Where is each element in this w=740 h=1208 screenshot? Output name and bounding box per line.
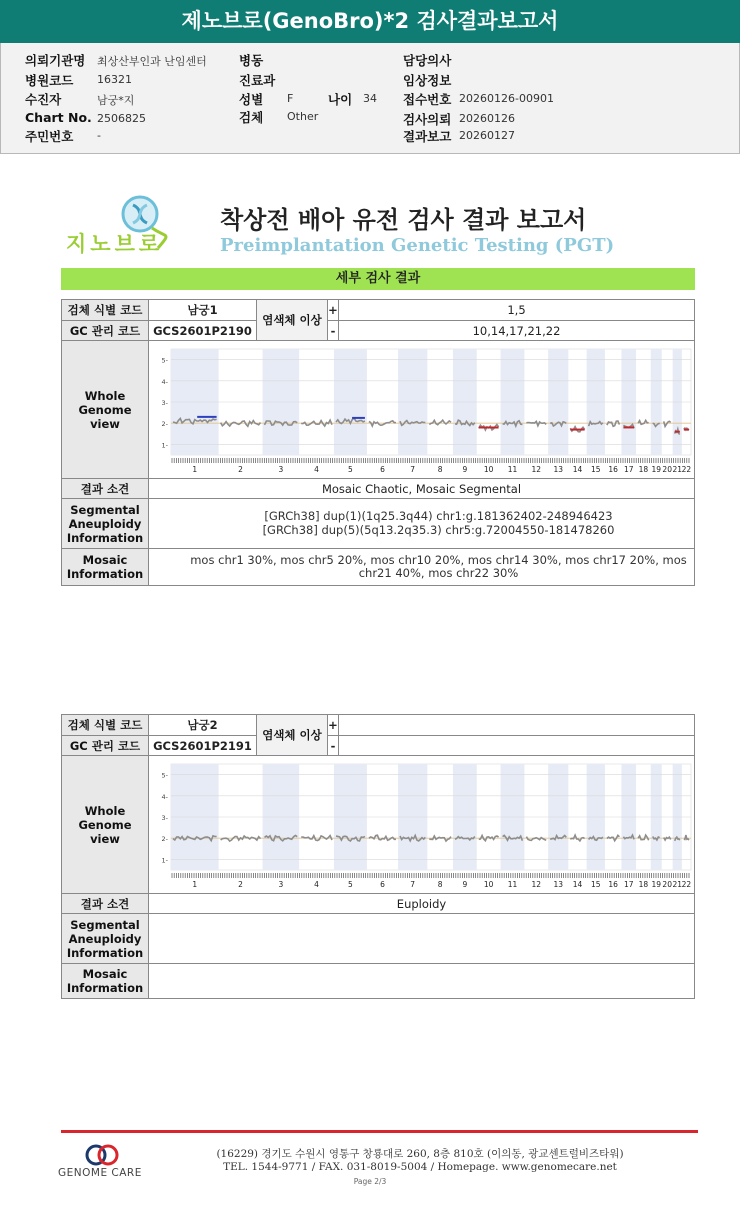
ward-label: 병동 [239,53,264,68]
loss-symbol: - [328,321,339,341]
x-tick-label: 7 [410,465,416,474]
x-tick-label: 20 [662,880,672,889]
report-value: 20260127 [459,129,515,142]
y-tick-label: 5- [161,771,168,780]
x-tick-label: 6 [380,465,385,474]
segmental-label: Segmental Aneuploidy Information [62,499,149,549]
chromosome-abnormality-label: 염색체 이상 [257,300,328,341]
x-tick-label: 18 [638,880,649,889]
x-tick-label: 17 [623,465,634,474]
patient-info-panel [0,43,740,154]
x-tick-label: 14 [572,880,583,889]
whole-genome-view-label: Whole Genome view [62,756,149,894]
x-tick-label: 15 [591,465,601,474]
gain-symbol: + [328,300,339,321]
probe-tick-rug [172,458,689,463]
gc-code-value: GCS2601P2191 [149,736,257,756]
x-tick-label: 4 [314,880,319,889]
x-tick-label: 12 [531,465,542,474]
hospital-code-label: 병원코드 [25,73,74,88]
page-number: Page 2/3 [353,1177,387,1186]
chart-label: Chart No. [25,110,92,125]
result-label: 결과 소견 [62,479,149,499]
x-tick-label: 12 [531,880,542,889]
report-title-english: Preimplantation Genetic Testing (PGT) [220,235,615,256]
gain-chromosomes: 1,5 [339,300,695,321]
sample-id-label: 검체 식별 코드 [62,715,149,736]
report-label: 결과보고 [403,129,452,144]
gain-chromosomes [339,715,695,736]
y-tick-label: 4- [161,377,168,386]
request-value: 20260126 [459,112,515,125]
x-tick-label: 5 [348,880,353,889]
patient-label: 수진자 [25,92,62,107]
x-tick-label: 13 [553,880,564,889]
x-tick-label: 19 [651,465,661,474]
segmental-info-cell [149,914,695,964]
y-tick-label: 2- [161,835,168,844]
x-tick-label: 2 [238,465,243,474]
y-tick-label: 5- [161,356,168,365]
x-tick-label: 16 [608,465,618,474]
institution-value: 최상산부인과 난임센터 [97,55,207,68]
gain-symbol: + [328,715,339,736]
x-tick-label: 22 [681,465,692,474]
segmental-line: [GRCh38] dup(1)(1q25.3q44) chr1:g.181362402-248946423 [264,509,613,523]
sex-label: 성별 [239,92,264,107]
x-tick-label: 2 [238,880,243,889]
specimen-value: Other [287,110,319,123]
whole-genome-view-label: Whole Genome view [62,341,149,479]
x-tick-label: 8 [437,465,443,474]
age-label: 나이 [328,92,353,107]
mosaic-info-value: mos chr1 30%, mos chr5 20%, mos chr10 20%, mos chr14 30%, mos chr17 20%, mos chr21 40%, mos chr22 30% [149,549,695,586]
x-tick-label: 21 [672,465,683,474]
hospital-code-value: 16321 [97,73,132,86]
sex-value: F [287,92,294,105]
y-tick-label: 2- [161,420,168,429]
sample-result-table-1 [61,299,695,586]
y-tick-label: 1- [161,856,168,865]
x-tick-label: 14 [572,465,583,474]
x-tick-label: 15 [591,880,601,889]
gc-code-label: GC 관리 코드 [62,736,149,756]
x-tick-label: 1 [192,465,198,474]
request-label: 검사의뢰 [403,112,452,127]
patient-value: 남궁*지 [97,94,135,107]
receipt-value: 20260126-00901 [459,92,554,105]
resident-label: 주민번호 [25,129,74,144]
x-tick-label: 7 [410,880,416,889]
logo-text: 지노브로 [66,232,164,256]
loss-symbol: - [328,736,339,756]
footer-divider [61,1130,698,1133]
x-tick-label: 1 [192,880,198,889]
x-tick-label: 19 [651,880,661,889]
report-header-title: 제노브로(GenoBro)*2 검사결과보고서 [0,0,740,43]
y-tick-label: 1- [161,441,168,450]
x-tick-label: 6 [380,880,385,889]
whole-genome-chart-cell [149,341,695,479]
segmental-info-cell [149,499,695,549]
x-tick-label: 11 [507,880,518,889]
report-title-korean: 착상전 배아 유전 검사 결과 보고서 [220,206,587,234]
x-tick-label: 3 [278,880,284,889]
y-tick-label: 4- [161,792,168,801]
mosaic-info-value [149,964,695,999]
result-label: 결과 소견 [62,894,149,914]
gc-code-value: GCS2601P2190 [149,321,257,341]
x-tick-label: 22 [681,880,692,889]
x-tick-label: 10 [483,465,494,474]
footer-contact: TEL. 1544-9771 / FAX. 031-8019-5004 / Homepage. www.genomecare.net [223,1161,617,1173]
mosaic-label: Mosaic Information [62,549,149,586]
x-tick-label: 3 [278,465,284,474]
x-tick-label: 10 [483,880,494,889]
clinical-label: 임상정보 [403,73,452,88]
x-tick-label: 21 [672,880,683,889]
footer-company-name: GENOME CARE [58,1167,142,1179]
x-tick-label: 9 [462,465,468,474]
section-title-bar: 세부 검사 결과 [61,268,695,290]
x-tick-label: 20 [662,465,672,474]
chart-value: 2506825 [97,112,146,125]
loss-chromosomes: 10,14,17,21,22 [339,321,695,341]
whole-genome-chart [153,341,695,475]
x-tick-label: 9 [462,880,468,889]
sample-id-label: 검체 식별 코드 [62,300,149,321]
x-tick-label: 11 [507,465,518,474]
sample-result-table-2 [61,714,695,999]
x-tick-label: 5 [348,465,353,474]
sample-id-value: 남궁1 [149,300,257,321]
probe-tick-rug [172,873,689,878]
specimen-label: 검체 [239,110,264,125]
receipt-label: 접수번호 [403,92,452,107]
age-value: 34 [363,92,377,105]
institution-label: 의뢰기관명 [25,53,86,68]
x-tick-label: 8 [437,880,443,889]
result-value: Euploidy [149,894,695,914]
whole-genome-chart [153,756,695,890]
y-tick-label: 3- [161,814,168,822]
loss-chromosomes [339,736,695,756]
mosaic-label: Mosaic Information [62,964,149,999]
dept-label: 진료과 [239,73,276,88]
sample-id-value: 남궁2 [149,715,257,736]
x-tick-label: 16 [608,880,618,889]
gc-code-label: GC 관리 코드 [62,321,149,341]
x-tick-label: 13 [553,465,564,474]
whole-genome-chart-cell [149,756,695,894]
chromosome-abnormality-label: 염색체 이상 [257,715,328,756]
segmental-line: [GRCh38] dup(5)(5q13.2q35.3) chr5:g.72004550-181478260 [262,522,615,537]
segmental-label: Segmental Aneuploidy Information [62,914,149,964]
footer-address: (16229) 경기도 수원시 영통구 창룡대로 260, 8층 810호 (이의동, 광교센트럴비즈타워) [216,1148,624,1160]
result-value: Mosaic Chaotic, Mosaic Segmental [149,479,695,499]
x-tick-label: 17 [623,880,634,889]
y-tick-label: 3- [161,399,168,407]
doctor-label: 담당의사 [403,53,452,68]
x-tick-label: 4 [314,465,319,474]
x-tick-label: 18 [638,465,649,474]
resident-value: - [97,129,101,142]
